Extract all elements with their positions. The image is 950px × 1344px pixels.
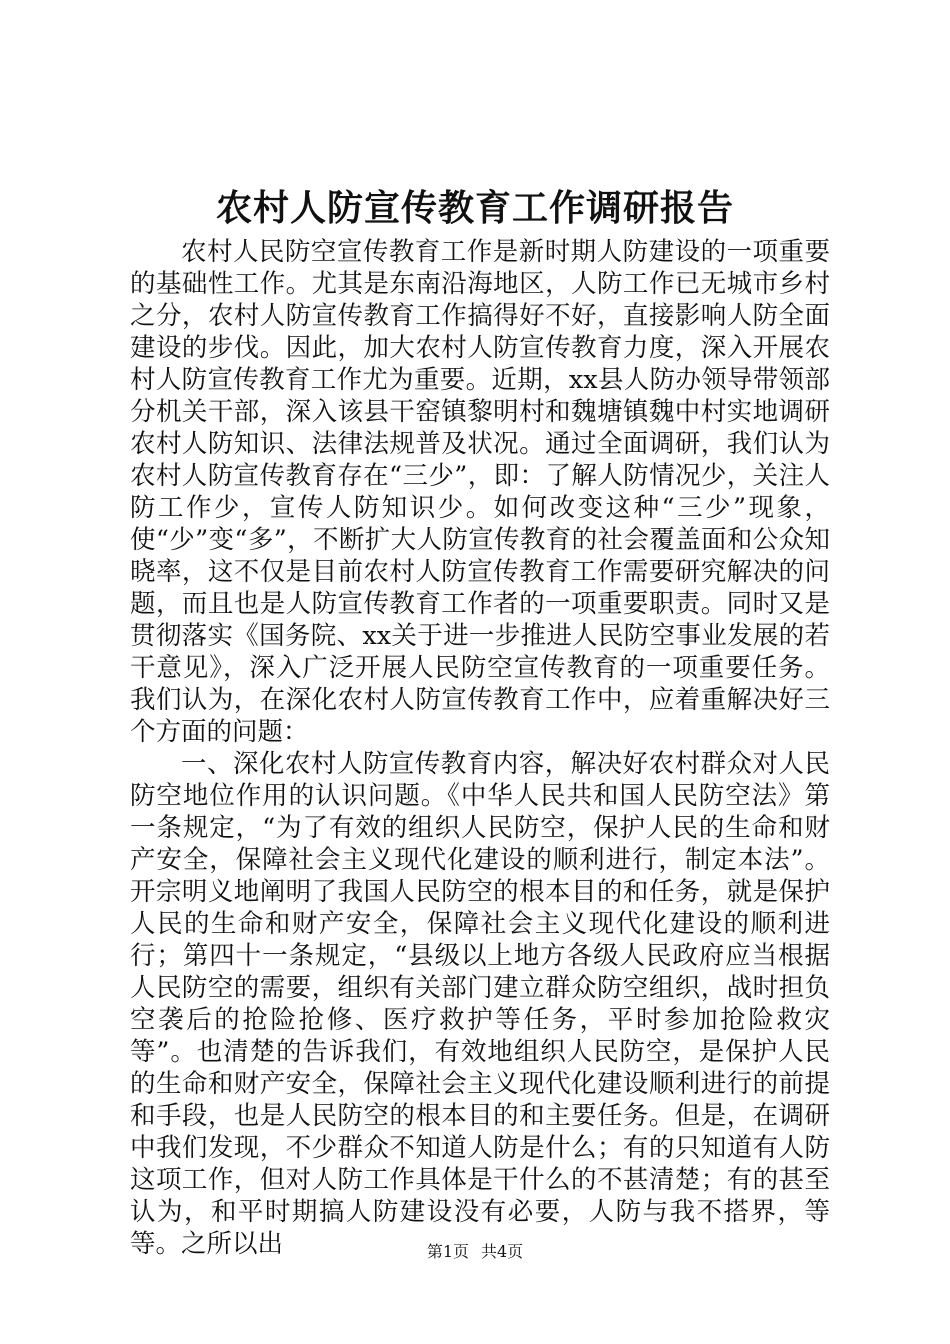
page-number: 第1页: [426, 1242, 469, 1261]
page-footer: [0, 1241, 950, 1263]
body-paragraph-section-one: 一、深化农村人防宣传教育内容，解决好农村群众对人民防空地位作用的认识问题。《中华人民共和国人民防空法》第一条规定，“为了有效的组织人民防空，保护人民的生命和财产安全，保障社会主义现代化建设的顺利进行，制定本法”。开宗明义地阐明了我国人民防空的根本目的和任务，就是保护人民的生命和财产安全，保障社会主义现代化建设的顺利进行；第四十一条规定，“县级以上地方各级人民政府应当根据人民防空的需要，组织有关部门建立群众防空组织，战时担负空袭后的抢险抢修、医疗救护等任务，平时参加抢险救灾等”。也清楚的告诉我们，有效地组织人民防空，是保护人民的生命和财产安全，保障社会主义现代化建设顺利进行的前提和手段，也是人民防空的根本目的和主要任务。但是，在调研中我们发现，不少群众不知道人防是什么；有的只知道有人防这项工作，但对人防工作具体是干什么的不甚清楚；有的甚至认为，和平时期搞人防建设没有必要，人防与我不搭界，等等。之所以出: [130, 749, 830, 1259]
body-paragraph-intro: 农村人民防空宣传教育工作是新时期人防建设的一项重要的基础性工作。尤其是东南沿海地区，人防工作已无城市乡村之分，农村人防宣传教育工作搞得好不好，直接影响人防全面建设的步伐。因此，加大农村人防宣传教育力度，深入开展农村人防宣传教育工作尤为重要。近期，xx县人防办领导带领部分机关干部，深入该县干窑镇黎明村和魏塘镇魏中村实地调研农村人防知识、法律法规普及状况。通过全面调研，我们认为农村人防宣传教育存在“三少”，即：了解人防情况少，关注人防工作少，宣传人防知识少。如何改变这种“三少”现象，使“少”变“多”，不断扩大人防宣传教育的社会覆盖面和公众知晓率，这不仅是目前农村人防宣传教育工作需要研究解决的问题，而且也是人防宣传教育工作者的一项重要职责。同时又是贯彻落实《国务院、xx关于进一步推进人民防空事业发展的若干意见》，深入广泛开展人民防空宣传教育的一项重要任务。我们认为，在深化农村人防宣传教育工作中，应着重解决好三个方面的问题：: [130, 237, 830, 747]
document-body: [130, 236, 830, 1260]
page-total: 共4页: [481, 1242, 524, 1261]
document-title: 农村人防宣传教育工作调研报告: [215, 187, 734, 229]
